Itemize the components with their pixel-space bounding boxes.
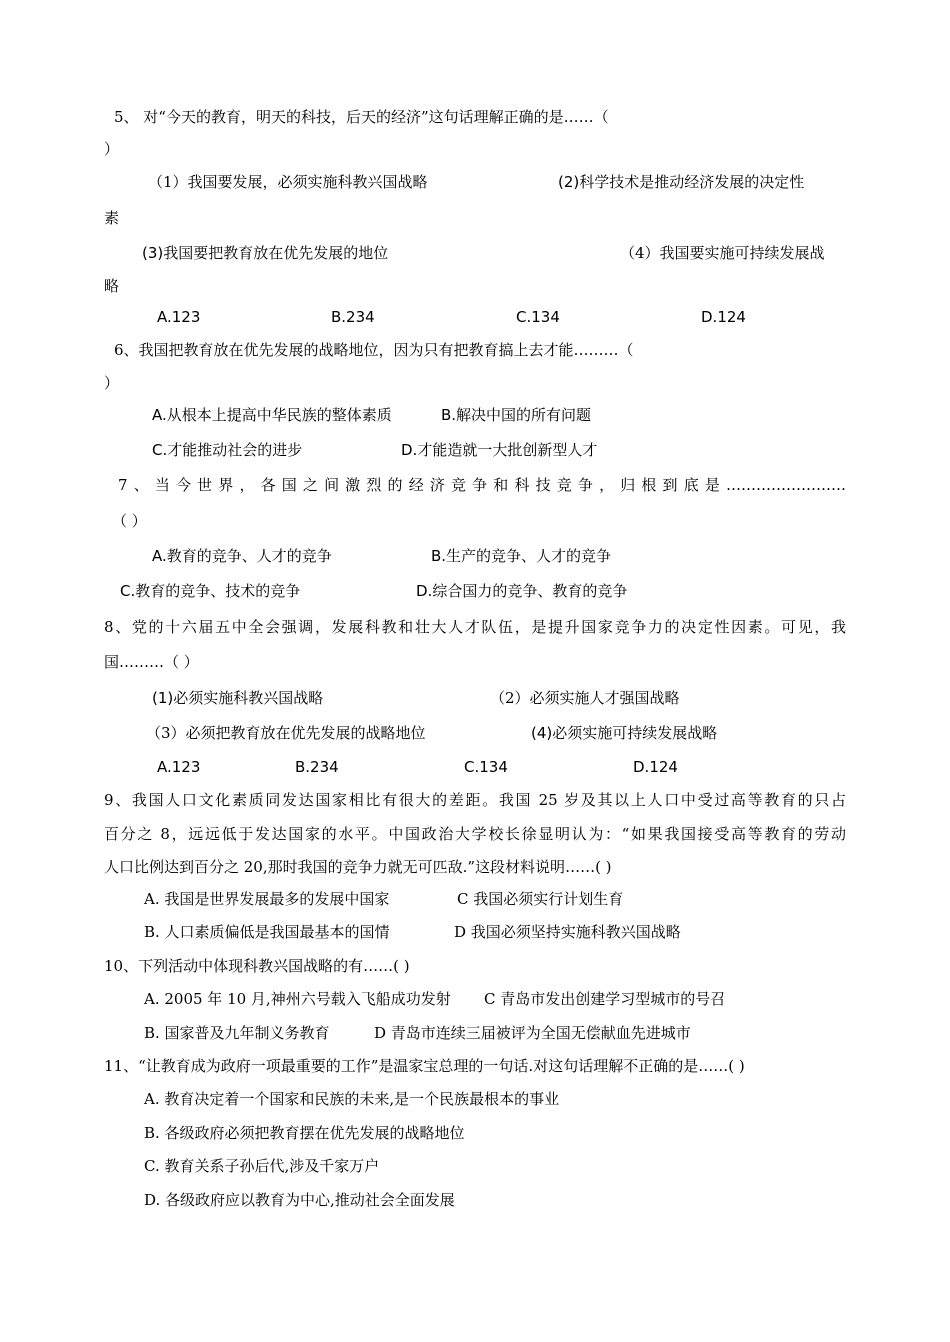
q6-option-d: D.才能造就一大批创新型人才 — [401, 441, 598, 459]
q7-option-a: A.教育的竞争、人才的竞争 — [152, 547, 332, 565]
q9-option-c: C 我国必须实行计划生育 — [457, 890, 624, 908]
q9-stem-line-2: 百分之 8，远远低于发达国家的水平。中国政治大学校长徐显明认为：“如果我国接受高等教育的劳动 — [104, 825, 846, 843]
q7-option-d: D.综合国力的竞争、教育的竞争 — [416, 582, 628, 600]
q9-option-b: B. 人口素质偏低是我国最基本的国情 — [144, 923, 390, 941]
q7-option-c: C.教育的竞争、技术的竞争 — [120, 582, 301, 600]
q8-statement-2: （2）必须实施人才强国战略 — [490, 689, 680, 707]
q6-option-c: C.才能推动社会的进步 — [152, 441, 303, 459]
q7-option-b: B.生产的竞争、人才的竞争 — [431, 547, 612, 565]
q10-stem: 10、下列活动中体现科教兴国战略的有……( ) — [104, 957, 410, 975]
q8-option-a: A.123 — [157, 758, 201, 776]
q5-statement-2: (2)科学技术是推动经济发展的决定性 — [558, 173, 805, 191]
q5-statement-3: (3)我国要把教育放在优先发展的地位 — [142, 244, 389, 262]
q9-stem-line-1: 9、我国人口文化素质同发达国家相比有很大的差距。我国 25 岁及其以上人口中受过高等教育的只占 — [104, 791, 846, 809]
q10-option-b: B. 国家普及九年制义务教育 — [144, 1024, 330, 1042]
q5-option-d: D.124 — [701, 308, 746, 326]
q9-stem-line-3: 人口比例达到百分之 20,那时我国的竞争力就无可匹敌.”这段材料说明……( ) — [104, 858, 612, 876]
q6-option-a: A.从根本上提高中华民族的整体素质 — [152, 406, 392, 424]
q10-option-d: D 青岛市连续三届被评为全国无偿献血先进城市 — [374, 1024, 691, 1042]
q8-option-d: D.124 — [633, 758, 678, 776]
q11-option-b: B. 各级政府必须把教育摆在优先发展的战略地位 — [144, 1124, 465, 1142]
q8-option-c: C.134 — [464, 758, 508, 776]
q6-paren-close: ） — [104, 374, 120, 392]
q6-option-b: B.解决中国的所有问题 — [441, 406, 592, 424]
q5-statement-2-cont: 素 — [104, 209, 120, 227]
q11-option-d: D. 各级政府应以教育为中心,推动社会全面发展 — [144, 1191, 455, 1209]
q11-stem: 11、“让教育成为政府一项最重要的工作”是温家宝总理的一句话.对这句话理解不正确的是……( ) — [104, 1057, 745, 1075]
q7-stem: 7、当今世界，各国之间激烈的经济竞争和科技竞争，归根到底是…………………… — [118, 476, 846, 494]
q9-option-d: D 我国必须坚持实施科教兴国战略 — [454, 923, 681, 941]
q10-option-a: A. 2005 年 10 月,神州六号载入飞船成功发射 — [144, 990, 451, 1008]
q8-option-b: B.234 — [295, 758, 339, 776]
q10-option-c: C 青岛市发出创建学习型城市的号召 — [484, 990, 726, 1008]
q11-option-a: A. 教育决定着一个国家和民族的未来,是一个民族最根本的事业 — [144, 1090, 560, 1108]
q5-statement-1: （1）我国要发展，必须实施科教兴国战略 — [148, 173, 428, 191]
q5-option-b: B.234 — [331, 308, 375, 326]
q7-paren: （ ） — [112, 512, 147, 530]
q6-stem: 6、我国把教育放在优先发展的战略地位，因为只有把教育搞上去才能………（ — [114, 341, 634, 359]
q8-statement-3: （3）必须把教育放在优先发展的战略地位 — [146, 724, 426, 742]
q8-statement-4: (4)必须实施可持续发展战略 — [531, 724, 718, 742]
q8-statement-1: (1)必须实施科教兴国战略 — [152, 689, 324, 707]
q8-stem-line-1: 8、党的十六届五中全会强调，发展科教和壮大人才队伍，是提升国家竞争力的决定性因素。可见，我 — [104, 618, 846, 636]
q9-option-a: A. 我国是世界发展最多的发展中国家 — [144, 890, 390, 908]
q8-stem-line-2: 国………（ ） — [104, 653, 199, 671]
q5-paren-close: ） — [104, 140, 120, 158]
q5-option-a: A.123 — [157, 308, 201, 326]
q5-statement-4-cont: 略 — [104, 277, 120, 295]
q5-stem: 5、 对“今天的教育，明天的科技，后天的经济”这句话理解正确的是……（ — [114, 108, 609, 126]
q5-statement-4: （4）我国要实施可持续发展战 — [620, 244, 825, 262]
q11-option-c: C. 教育关系子孙后代,涉及千家万户 — [144, 1157, 380, 1175]
q5-option-c: C.134 — [516, 308, 560, 326]
